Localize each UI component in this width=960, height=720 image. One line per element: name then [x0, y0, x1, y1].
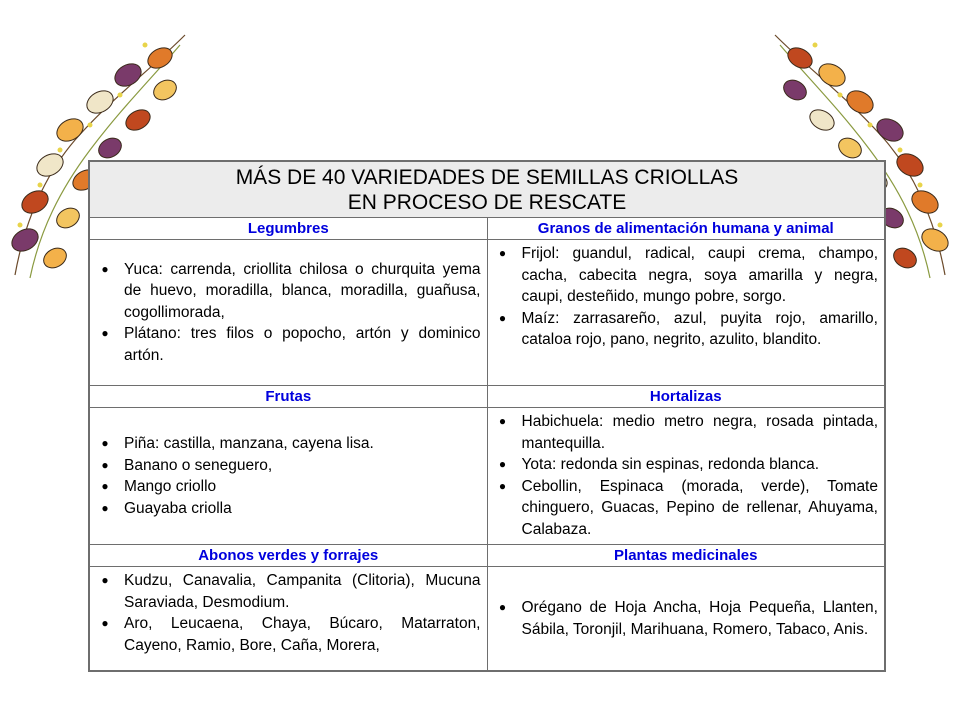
bullet-icon: ●: [101, 500, 109, 515]
hortalizas-list: [488, 411, 879, 540]
bullet-icon: ●: [101, 436, 109, 450]
list-item: ● Habichuela: medio metro negra, rosada pintada, mantequilla.: [488, 411, 879, 454]
granos-list: [488, 243, 879, 351]
bullet-icon: ●: [498, 478, 507, 493]
list-item: ● Mango criollo: [90, 476, 481, 498]
header-granos: Granos de alimentación humana y animal: [487, 218, 885, 240]
abonos-list: [90, 570, 481, 656]
list-item: ● Frijol: guandul, radical, caupi crema, champo, cacha, cabecita negra, soya amarilla y negra, caupi, desteñido, mungo pobre, sorgo.: [488, 243, 879, 308]
list-item: ● Maíz: zarrasareño, azul, puyita rojo, amarillo, cataloa rojo, pano, negrito, azulito, blandito.: [488, 308, 879, 351]
table-title-line-1: MÁS DE 40 VARIEDADES DE SEMILLAS CRIOLLAS: [235, 165, 739, 189]
header-abonos: Abonos verdes y forrajes: [90, 545, 488, 567]
legumbres-list: [90, 259, 481, 367]
list-item: ● Piña: castilla, manzana, cayena lisa.: [90, 433, 481, 455]
plantas-medicinales-cell: [487, 567, 885, 671]
list-item: ● Aro, Leucaena, Chaya, Búcaro, Matarraton, Cayeno, Ramio, Bore, Caña, Morera,: [90, 613, 481, 656]
list-item: ● Plátano: tres filos o popocho, artón y dominico artón.: [90, 323, 481, 366]
bullet-icon: ●: [101, 326, 109, 341]
list-item: ● Guayaba criolla: [90, 498, 481, 520]
hortalizas-cell: [487, 408, 885, 545]
header-hortalizas: Hortalizas: [487, 386, 885, 408]
seed-varieties-table: [89, 161, 885, 671]
list-item: ● Cebollin, Espinaca (morada, verde), Tomate chinguero, Guacas, Pepino de rellenar, Ahuyama, Calabaza.: [488, 476, 879, 541]
bullet-icon: ●: [101, 573, 109, 587]
bullet-icon: ●: [498, 414, 507, 428]
bullet-icon: ●: [498, 310, 507, 325]
list-item: ● Orégano de Hoja Ancha, Hoja Pequeña, Llanten, Sábila, Toronjil, Marihuana, Romero, Tabaco, Anis.: [488, 597, 879, 640]
header-legumbres: Legumbres: [90, 218, 488, 240]
table-title: [90, 162, 885, 218]
list-item: ● Yota: redonda sin espinas, redonda blanca.: [488, 454, 879, 476]
bullet-icon: ●: [101, 479, 109, 493]
bullet-icon: ●: [498, 457, 507, 471]
bullet-icon: ●: [101, 457, 109, 472]
bullet-icon: ●: [498, 600, 507, 614]
bullet-icon: ●: [498, 246, 507, 260]
seed-varieties-table-container: [88, 160, 886, 672]
abonos-cell: [90, 567, 488, 671]
frutas-cell: [90, 408, 488, 545]
bullet-icon: ●: [101, 616, 109, 630]
list-item: ● Kudzu, Canavalia, Campanita (Clitoria), Mucuna Saraviada, Desmodium.: [90, 570, 481, 613]
table-title-line-2: EN PROCESO DE RESCATE: [347, 190, 627, 214]
bullet-icon: ●: [101, 261, 109, 276]
header-plantas-medicinales: Plantas medicinales: [487, 545, 885, 567]
list-item: ● Yuca: carrenda, criollita chilosa o churquita yema de huevo, moradilla, blanca, moradilla, guañusa, cogollimorada,: [90, 259, 481, 324]
list-item: ● Banano o seneguero,: [90, 455, 481, 477]
plantas-medicinales-list: [488, 597, 879, 640]
header-frutas: Frutas: [90, 386, 488, 408]
granos-cell: [487, 240, 885, 386]
legumbres-cell: [90, 240, 488, 386]
frutas-list: [90, 433, 481, 519]
